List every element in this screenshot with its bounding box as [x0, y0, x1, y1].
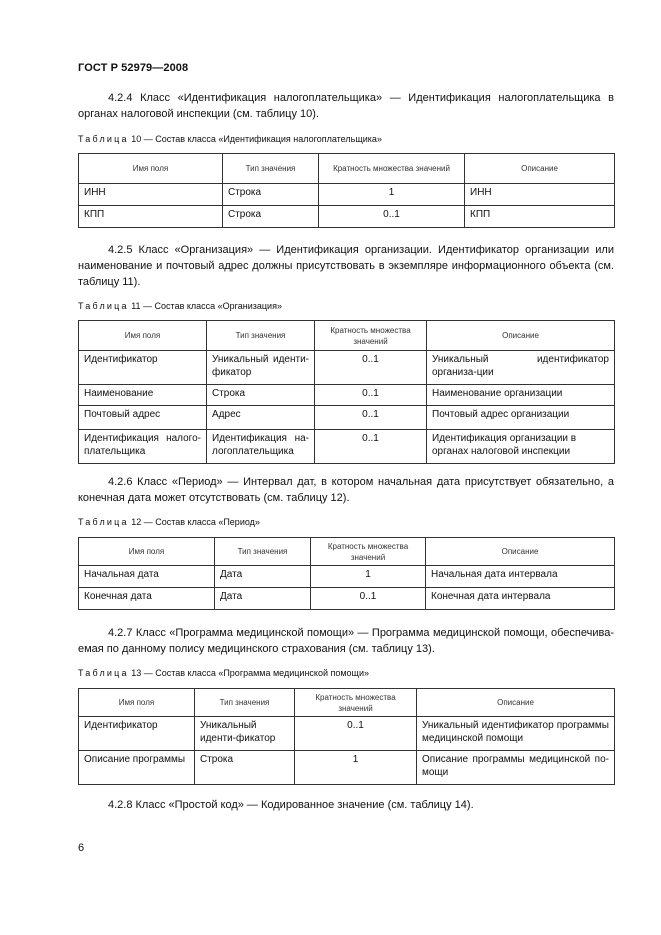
document-header: ГОСТ Р 52979—2008 [78, 62, 189, 74]
table-cell: Уникальный иденти-фикатор [195, 717, 295, 751]
table-11 [78, 320, 615, 464]
table-row [79, 385, 615, 406]
table-cell: Идентификатор [79, 717, 195, 751]
column-header: Имя поля [79, 538, 215, 566]
table-row [79, 206, 615, 228]
table-cell: 0..1 [315, 385, 427, 406]
table-cell: Уникальный иденти-фикатор [207, 351, 315, 385]
table-cell: 0..1 [319, 206, 465, 228]
table-cell: Строка [223, 206, 319, 228]
column-header: Тип значения [195, 689, 295, 717]
table-cell: Дата [215, 588, 311, 610]
column-header: Описание [417, 689, 615, 717]
table-cell: Наименование организации [427, 385, 615, 406]
table-row [79, 351, 615, 385]
table-cell: 1 [319, 184, 465, 206]
table-12-caption: Таблица 12 — Состав класса «Период» [78, 517, 260, 527]
column-header: Кратность множества значений [295, 689, 417, 717]
table-10-caption: Таблица 10 — Состав класса «Идентификация налогоплательщика» [78, 134, 382, 144]
table-cell: Уникальный идентификатор программы медицинской помощи [417, 717, 615, 751]
column-header: Имя поля [79, 154, 223, 184]
table-header-row [79, 689, 615, 717]
section-4-2-6-text: 4.2.6 Класс «Период» — Интервал дат, в котором начальная дата присутствует обязательно, а конечная дата может отсутствовать (см. таблицу 12). [78, 476, 614, 504]
table-cell: 0..1 [311, 588, 426, 610]
table-cell: Конечная дата интервала [426, 588, 615, 610]
table-10 [78, 153, 615, 228]
table-cell: Почтовый адрес организации [427, 406, 615, 430]
table-cell: Начальная дата [79, 566, 215, 588]
section-4-2-4-text: 4.2.4 Класс «Идентификация налогоплательщика» — Идентификация налогоплательщика в органах налоговой инспекции (см. таблицу 10). [78, 92, 614, 120]
table-cell: Описание программы медицинской по-мощи [417, 751, 615, 785]
table-cell: 0..1 [315, 430, 427, 464]
column-header: Тип значения [207, 321, 315, 351]
table-cell: 0..1 [315, 351, 427, 385]
table-row [79, 430, 615, 464]
table-row [79, 184, 615, 206]
column-header: Имя поля [79, 321, 207, 351]
table-13-caption: Таблица 13 — Состав класса «Программа медицинской помощи» [78, 668, 369, 678]
section-4-2-7-text: 4.2.7 Класс «Программа медицинской помощи» — Программа медицинской помощи, обеспечива-емая по данному полису медицинского страхования (см. таблицу 13). [78, 627, 614, 655]
table-cell: Идентификация на-логоплательщика [207, 430, 315, 464]
table-row [79, 751, 615, 785]
column-header: Кратность множества значений [315, 321, 427, 351]
table-11-caption: Таблица 11 — Состав класса «Организация» [78, 301, 282, 311]
table-cell: Строка [195, 751, 295, 785]
table-cell: Идентификация налого-плательщика [79, 430, 207, 464]
section-4-2-5-text: 4.2.5 Класс «Организация» — Идентификация организации. Идентификатор организации или наименование и почтовый адрес должны присутствовать в экземпляре информационного объекта (см. таблицу 11). [78, 244, 614, 288]
table-cell: ИНН [465, 184, 615, 206]
column-header: Описание [426, 538, 615, 566]
table-cell: Почтовый адрес [79, 406, 207, 430]
column-header: Тип значения [223, 154, 319, 184]
table-cell: КПП [79, 206, 223, 228]
table-cell: 0..1 [315, 406, 427, 430]
table-cell: КПП [465, 206, 615, 228]
column-header: Имя поля [79, 689, 195, 717]
column-header: Описание [465, 154, 615, 184]
table-header-row [79, 321, 615, 351]
table-row [79, 588, 615, 610]
table-cell: Строка [207, 385, 315, 406]
table-12 [78, 537, 615, 610]
section-4-2-8-text: 4.2.8 Класс «Простой код» — Кодированное значение (см. таблицу 14). [108, 799, 474, 811]
column-header: Описание [427, 321, 615, 351]
table-cell: Начальная дата интервала [426, 566, 615, 588]
page-number: 6 [78, 842, 85, 854]
table-header-row [79, 538, 615, 566]
table-cell: 1 [311, 566, 426, 588]
table-cell: Строка [223, 184, 319, 206]
table-row [79, 406, 615, 430]
table-row [79, 717, 615, 751]
table-cell: Конечная дата [79, 588, 215, 610]
table-cell: Адрес [207, 406, 315, 430]
column-header: Кратность множества значений [319, 154, 465, 184]
table-cell: 0..1 [295, 717, 417, 751]
table-cell: Идентификация организации в органах налоговой инспекции [427, 430, 615, 464]
table-cell: Уникальный идентификатор организа-ции [427, 351, 615, 385]
table-cell: ИНН [79, 184, 223, 206]
table-cell: Наименование [79, 385, 207, 406]
table-cell: 1 [295, 751, 417, 785]
table-cell: Описание программы [79, 751, 195, 785]
column-header: Кратность множества значений [311, 538, 426, 566]
table-header-row [79, 154, 615, 184]
table-cell: Дата [215, 566, 311, 588]
table-row [79, 566, 615, 588]
column-header: Тип значения [215, 538, 311, 566]
table-cell: Идентификатор [79, 351, 207, 385]
table-13 [78, 688, 615, 785]
